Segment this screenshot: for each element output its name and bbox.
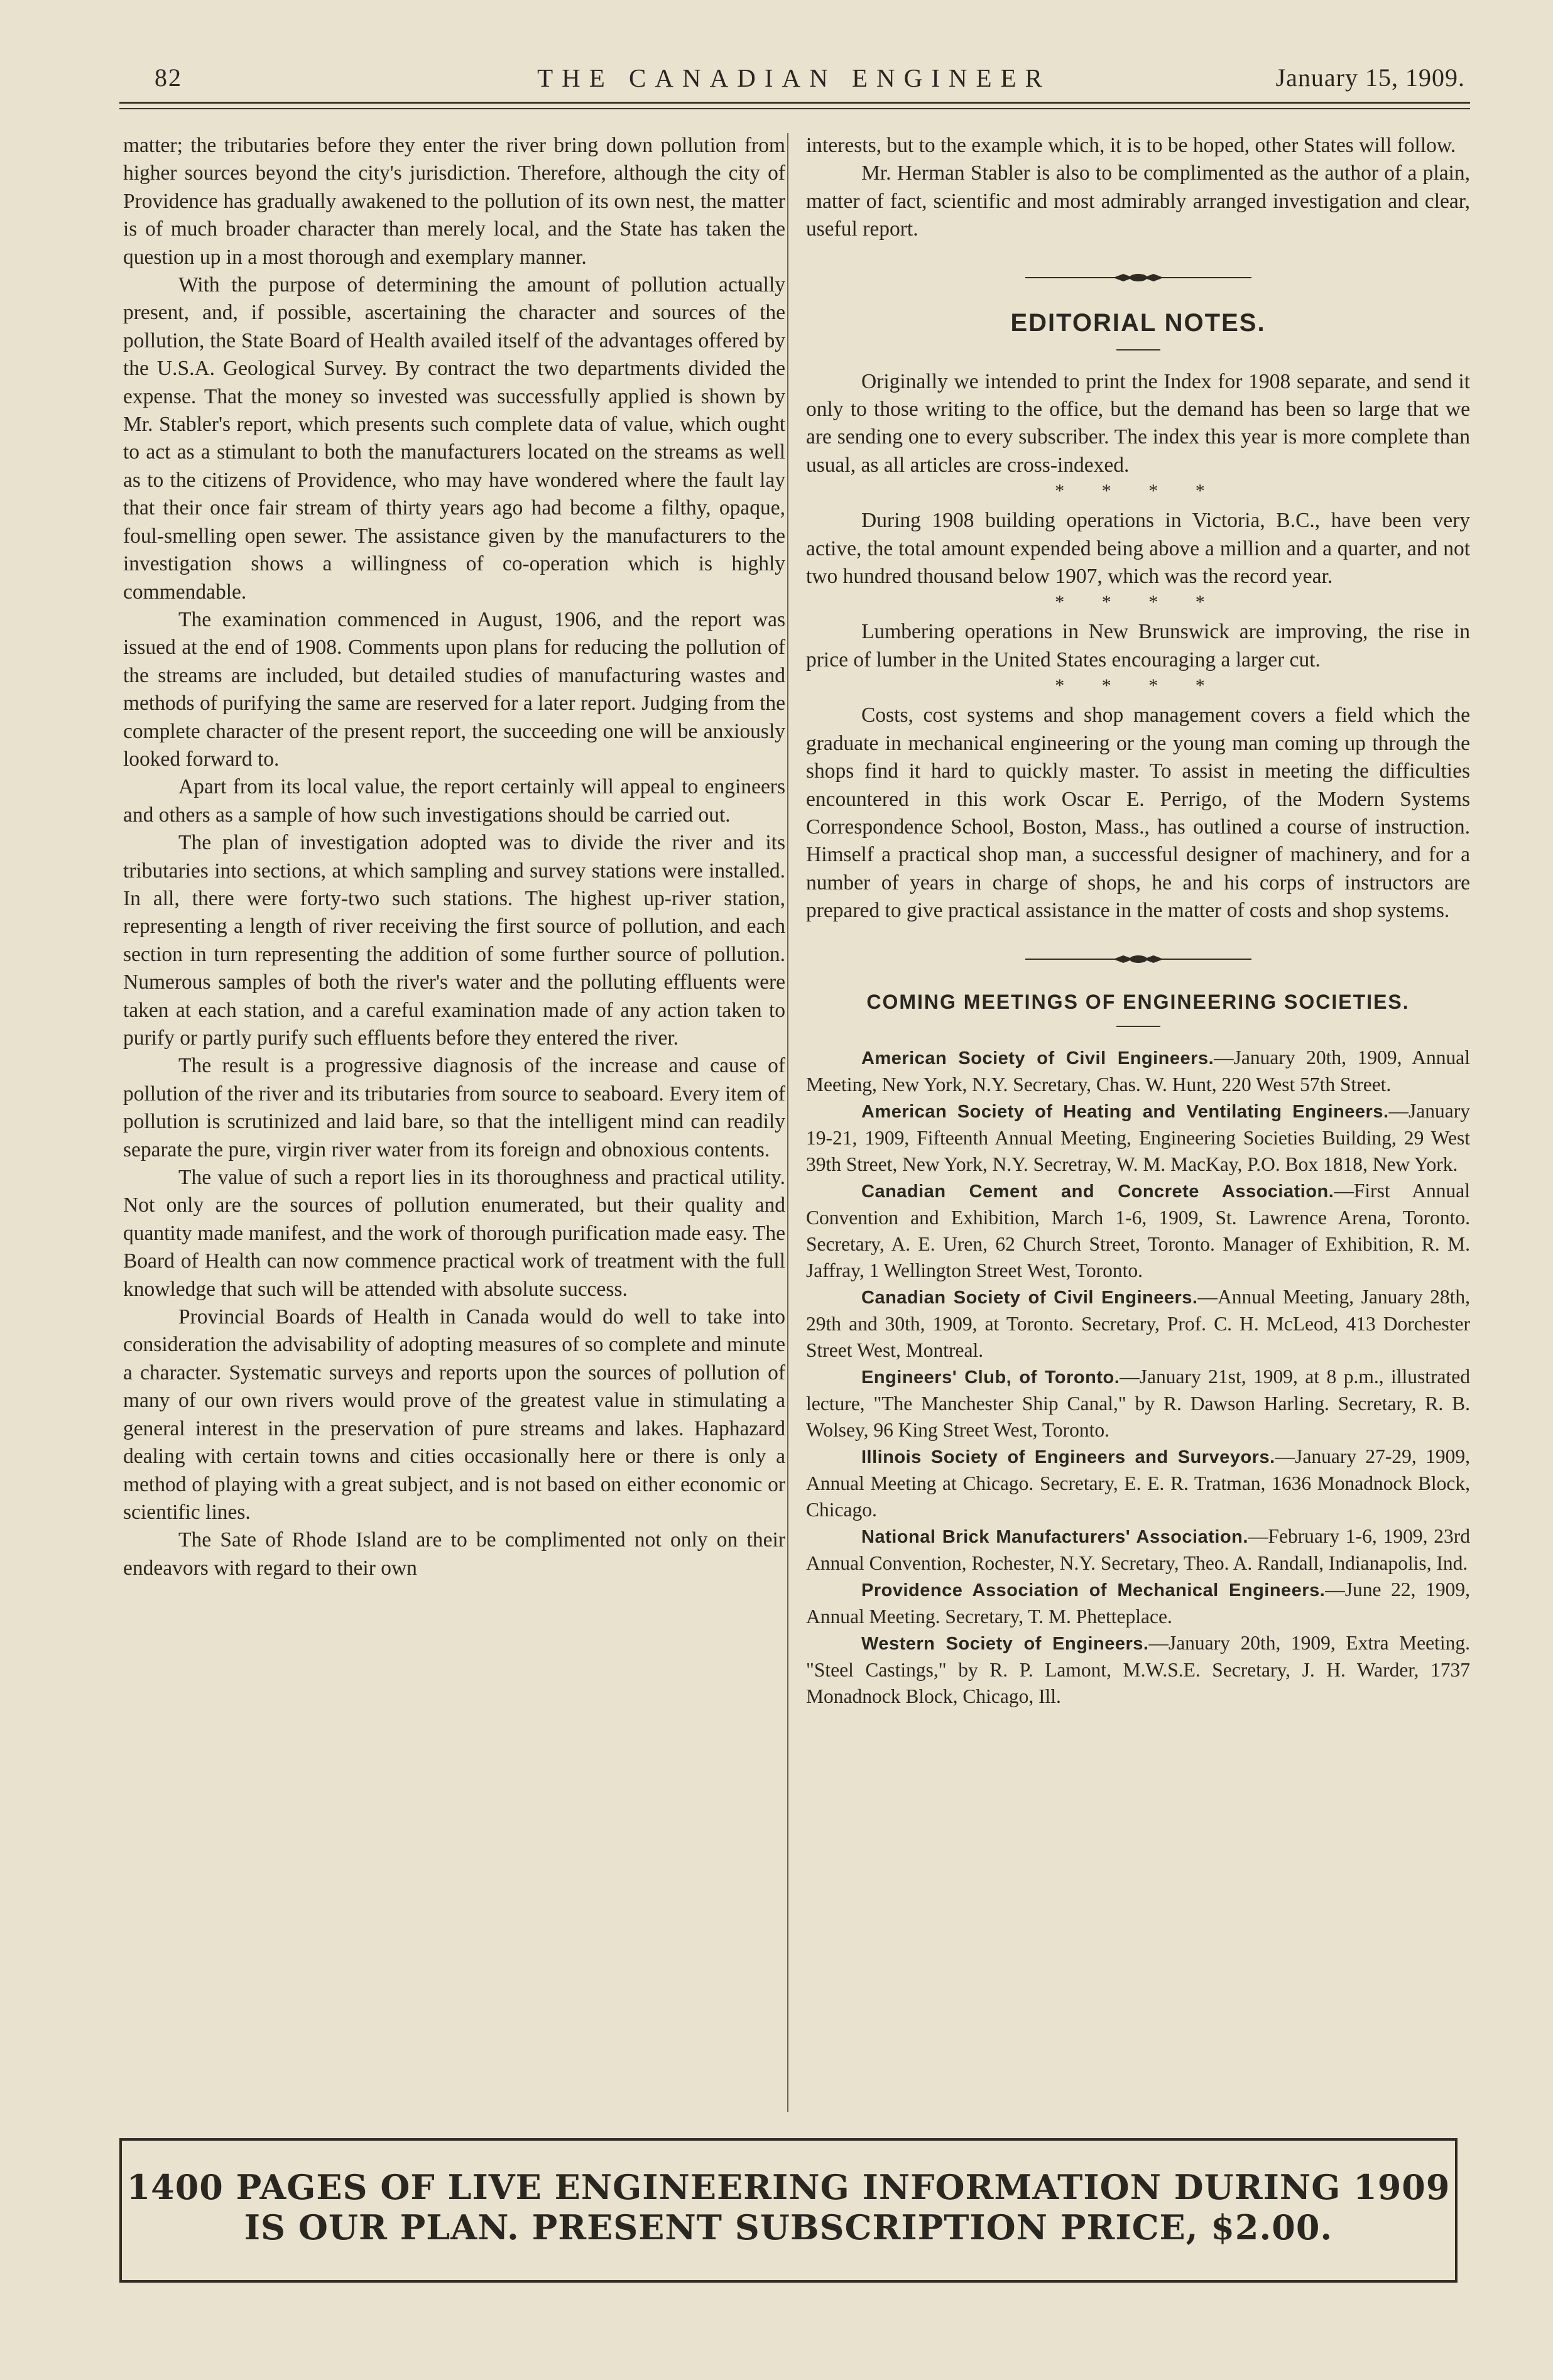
editorial-notes-heading: EDITORIAL NOTES. bbox=[1010, 308, 1266, 337]
advertisement-text bbox=[122, 2167, 1455, 2247]
header-rule-secondary bbox=[119, 108, 1470, 109]
article-paragraph: With the purpose of determining the amount of pollution actually present, and, if possible, ascertaining the character and sources of the pollution, the State Board of Health availed itself of the advantages offered by the U.S.A. Geological Survey. By contract the two departments divided the expense. That the money so invested was successfully applied is shown by Mr. Stabler's report, which presents such complete data of value, which ought to act as a stimulant to both the manufacturers located on the streams as well as to the citizens of Providence, who may have wondered where the fault lay that their once fair stream of thirty years ago had become a filthy, opaque, foul-smelling open sewer. The assistance given by the manufacturers to the investigation shows a willingness of co-operation which is highly commendable. bbox=[123, 273, 785, 604]
right-column bbox=[806, 132, 1470, 1710]
meetings-heading: COMING MEETINGS OF ENGINEERING SOCIETIES. bbox=[866, 990, 1410, 1013]
star-separator: * * * * bbox=[1055, 592, 1221, 613]
editorial-note: During 1908 building operations in Victoria, B.C., have been very active, the total amount expended being above a million and a quarter, and not two hundred thousand below 1907, which was the record year. bbox=[806, 509, 1470, 589]
left-column bbox=[123, 132, 785, 1582]
society-name: American Society of Heating and Ventilating Engineers. bbox=[861, 1101, 1389, 1122]
star-separator: * * * * bbox=[1055, 675, 1221, 697]
society-name: Canadian Society of Civil Engineers. bbox=[861, 1287, 1198, 1308]
article-paragraph: Provincial Boards of Health in Canada would do well to take into consideration the advisability of adopting measures of so complete and minute a character. Systematic surveys and reports upon the sources of pollution of many of our own rivers would prove of the greatest value in stimulating a general interest in the preservation of pure streams and lakes. Haphazard dealing with certain towns and cities occasionally here or there is only a method of playing with a great subject, and is not based on either economic or scientific lines. bbox=[123, 1305, 785, 1524]
editorial-note: Originally we intended to print the Index for 1908 separate, and send it only to those writing to the office, but the demand has been so large that we are sending one to every subscriber. The index this year is more complete than usual, as all articles are cross-indexed. bbox=[806, 369, 1470, 477]
meeting-details: —January 27-29, 1909, Annual Meeting at Chicago. Secretary, E. E. R. Tratman, 1636 Monadnock Block, Chicago. bbox=[806, 1445, 1471, 1521]
article-paragraph: Apart from its local value, the report certainly will appeal to engineers and others as a sample of how such investigations should be carried out. bbox=[123, 775, 785, 827]
society-name: American Society of Civil Engineers. bbox=[861, 1048, 1214, 1068]
society-name: Western Society of Engineers. bbox=[861, 1633, 1149, 1654]
meeting-entry bbox=[806, 1045, 1470, 1098]
society-name: Engineers' Club, of Toronto. bbox=[861, 1367, 1120, 1388]
meeting-entry bbox=[806, 1098, 1470, 1178]
advertisement-line: IS OUR PLAN. PRESENT SUBSCRIPTION PRICE, $2.00. bbox=[244, 2207, 1333, 2247]
article-paragraph: The Sate of Rhode Island are to be complimented not only on their endeavors with regard to their own bbox=[123, 1528, 785, 1580]
header-rule bbox=[119, 102, 1470, 104]
meeting-details: —January 20th, 1909, Extra Meeting. "Steel Castings," by R. P. Lamont, M.W.S.E. Secretary, J. H. Warder, 1737 Monadnock Block, Chicago, Ill. bbox=[806, 1631, 1470, 1707]
meeting-details: —February 1-6, 1909, 23rd Annual Convention, Rochester, N.Y. Secretary, Theo. A. Randall, Indianapolis, Ind. bbox=[806, 1524, 1470, 1574]
meeting-entry bbox=[806, 1443, 1470, 1523]
society-name: Canadian Cement and Concrete Association. bbox=[861, 1181, 1334, 1202]
article-paragraph: The plan of investigation adopted was to divide the river and its tributaries into sections, at which sampling and survey stations were installed. In all, there were forty-two such stations. The highest up-river station, representing a length of river receiving the first source of pollution, and each section in turn representing the addition of some further source of pollution. Numerous samples of both the river's water and the polluting effluents were taken at each station, and a careful examination made of any action taken to purify or partly purify such effluents before they entered the river. bbox=[123, 831, 785, 1050]
article-paragraph: Mr. Herman Stabler is also to be complimented as the author of a plain, matter of fact, scientific and most admirably arranged investigation and clear, useful report. bbox=[806, 161, 1470, 241]
meeting-details: —January 21st, 1909, at 8 p.m., illustrated lecture, "The Manchester Ship Canal," by R. Dawson Harling. Secretary, R. B. Wolsey, 96 King Street West, Toronto. bbox=[806, 1365, 1470, 1441]
page-header bbox=[123, 58, 1465, 95]
meeting-entry bbox=[806, 1577, 1470, 1630]
meeting-entry bbox=[806, 1364, 1470, 1443]
meetings-list bbox=[806, 1045, 1470, 1710]
meeting-details: —Annual Meeting, January 28th, 29th and 30th, 1909, at Toronto. Secretary, Prof. C. H. McLeod, 413 Dorchester Street West, Montreal. bbox=[806, 1285, 1470, 1361]
editorial-note: Lumbering operations in New Brunswick are improving, the rise in price of lumber in the United States encouraging a larger cut. bbox=[806, 620, 1470, 671]
meeting-entry bbox=[806, 1630, 1470, 1710]
society-name: Illinois Society of Engineers and Surveyors. bbox=[861, 1447, 1275, 1467]
editorial-note: Costs, cost systems and shop management covers a field which the graduate in mechanical engineering or the young man coming up through the shops find it hard to quickly master. To assist in meeting the difficulties encountered in this work Oscar E. Perrigo, of the Modern Systems Correspondence School, Boston, Mass., has outlined a course of instruction. Himself a practical shop man, a successful designer of machinery, and for a number of years in charge of shops, he and his corps of instructors are prepared to give practical assistance in the matter of costs and shop systems. bbox=[806, 704, 1470, 923]
society-name: Providence Association of Mechanical Engineers. bbox=[861, 1580, 1326, 1600]
advertisement-line: 1400 PAGES OF LIVE ENGINEERING INFORMATION DURING 1909 bbox=[126, 2167, 1451, 2207]
meeting-entry bbox=[806, 1523, 1470, 1577]
meeting-details: —June 22, 1909, Annual Meeting. Secretary, T. M. Phetteplace. bbox=[806, 1578, 1470, 1627]
section-ornament bbox=[1025, 273, 1251, 283]
page-number: 82 bbox=[155, 63, 182, 92]
subscription-advertisement bbox=[119, 2138, 1458, 2283]
society-name: National Brick Manufacturers' Association. bbox=[861, 1526, 1248, 1547]
heading-rule bbox=[1116, 349, 1160, 350]
article-paragraph: interests, but to the example which, it is to be hoped, other States will follow. bbox=[806, 134, 1456, 157]
article-paragraph: The result is a progressive diagnosis of the increase and cause of pollution of the river and its tributaries from source to seaboard. Every item of pollution is scrutinized and laid bare, so that the intelligent mind can readily separate the pure, virgin river water from its foreign and obnoxious contents. bbox=[123, 1054, 785, 1161]
meeting-details: —January 20th, 1909, Annual Meeting, New York, N.Y. Secretary, Chas. W. Hunt, 220 West 57th Street. bbox=[806, 1046, 1470, 1095]
column-divider bbox=[787, 133, 788, 2112]
meeting-entry bbox=[806, 1178, 1470, 1284]
article-paragraph: The value of such a report lies in its thoroughness and practical utility. Not only are the sources of pollution enumerated, but their quality and quantity made manifest, and the work of thorough purification made easy. The Board of Health can now commence practical work of treatment with the full knowledge that such will be attended with absolute success. bbox=[123, 1166, 785, 1301]
section-ornament bbox=[1025, 954, 1251, 964]
meeting-details: —First Annual Convention and Exhibition, March 1-6, 1909, St. Lawrence Arena, Toronto. Secretary, A. E. Uren, 62 Church Street, Toronto. Manager of Exhibition, R. M. Jaffray, 1 Wellington Street West, Toronto. bbox=[806, 1179, 1470, 1281]
issue-date: January 15, 1909. bbox=[1275, 63, 1465, 92]
article-paragraph: matter; the tributaries before they enter the river bring down pollution from higher sources beyond the city's jurisdiction. Therefore, although the city of Providence has gradually awakened to the pollution of its own nest, the matter is of much broader character than merely local, and the State has taken the question up in a most thorough and exemplary manner. bbox=[123, 134, 785, 269]
meeting-details: —January 19-21, 1909, Fifteenth Annual Meeting, Engineering Societies Building, 29 West 39th Street, New York, N.Y. Secretray, W. M. MacKay, P.O. Box 1818, New York. bbox=[806, 1099, 1470, 1175]
star-separator: * * * * bbox=[1055, 481, 1221, 502]
meeting-entry bbox=[806, 1284, 1470, 1364]
heading-rule bbox=[1116, 1026, 1160, 1027]
journal-title: THE CANADIAN ENGINEER bbox=[537, 63, 1051, 92]
article-paragraph: The examination commenced in August, 1906, and the report was issued at the end of 1908. Comments upon plans for reducing the pollution of the streams are included, but detailed studies of manufacturing wastes and methods of purifying the same are reserved for a later report. Judging from the complete character of the present report, the succeeding one will be anxiously looked forward to. bbox=[123, 607, 785, 771]
